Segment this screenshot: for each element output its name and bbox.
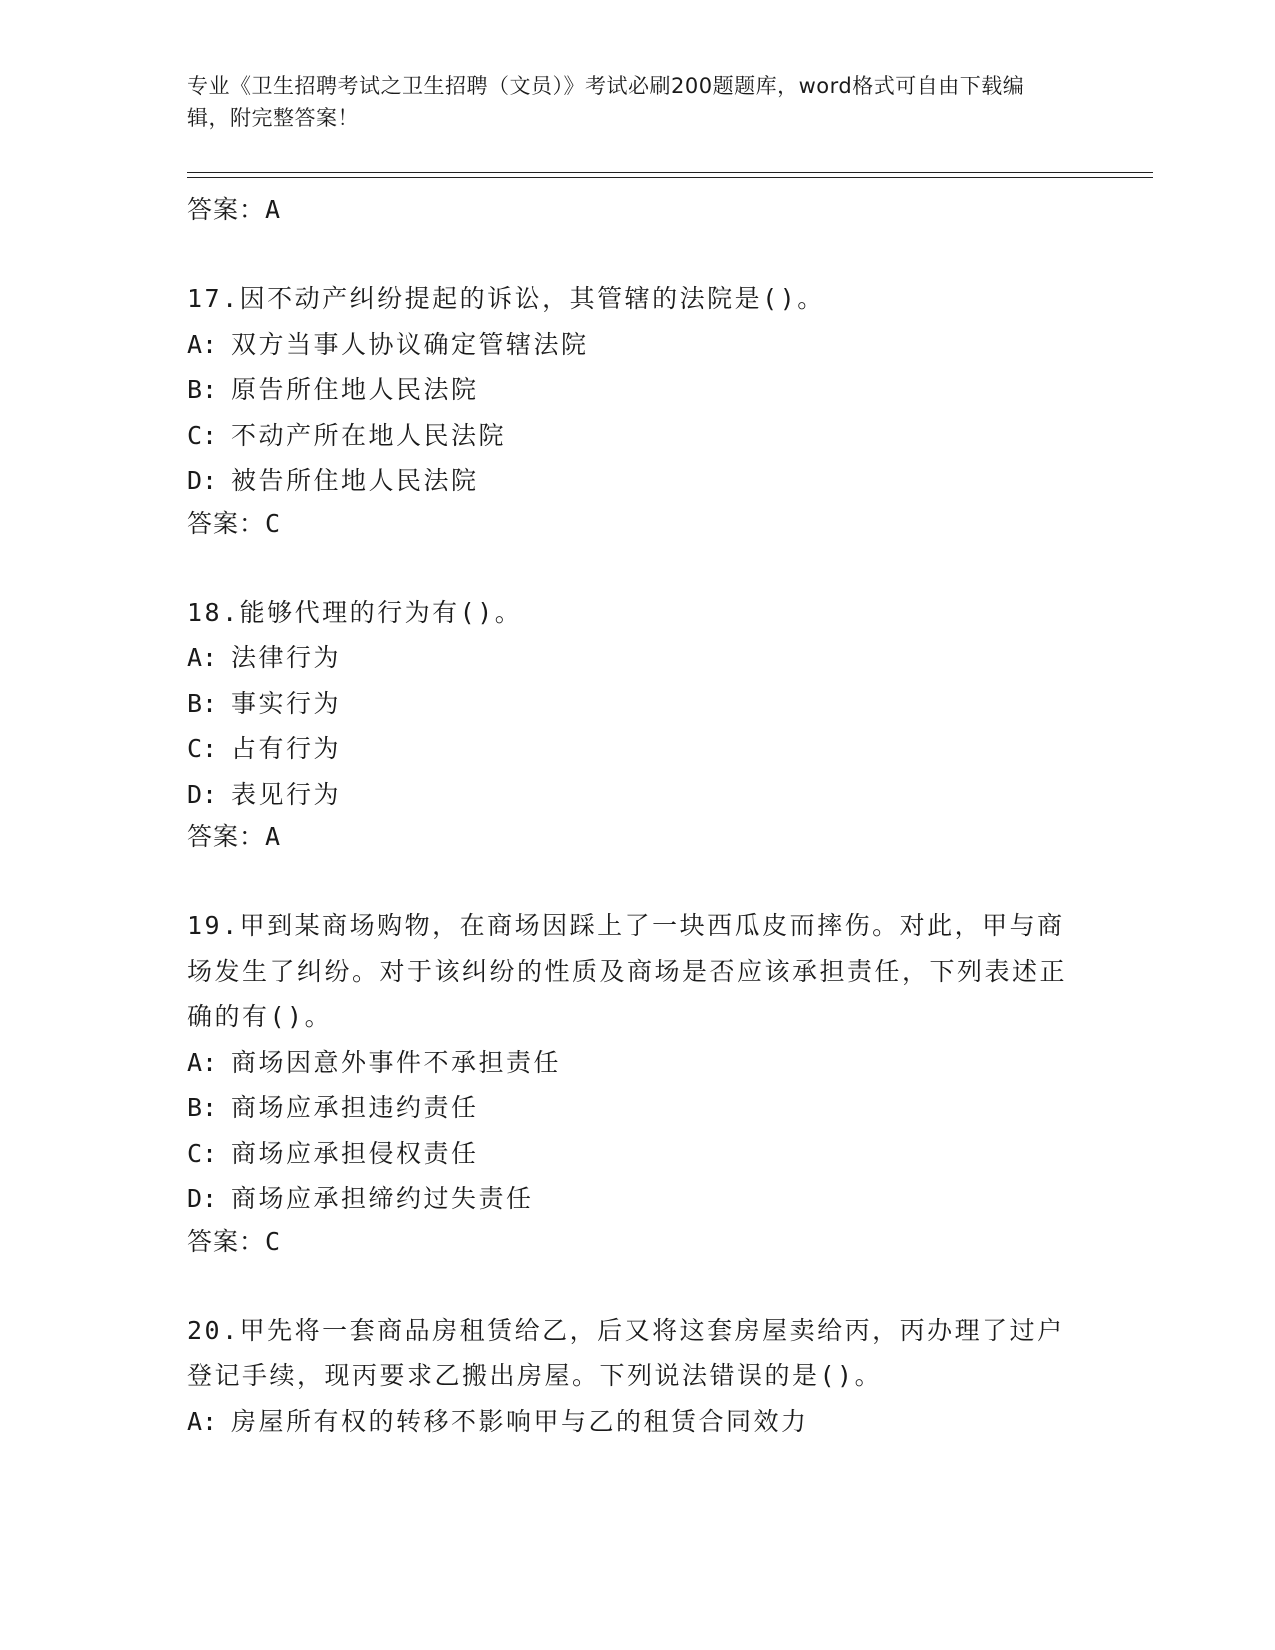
option-text: 被告所住地人民法院 [231, 466, 479, 495]
option-text: 事实行为 [231, 688, 342, 718]
option-text: 法律行为 [231, 643, 342, 672]
option-key: B: [187, 375, 218, 404]
option-text: 商场应承担违约责任 [231, 1093, 479, 1122]
question-stem: 18.能够代理的行为有()。 [187, 597, 523, 627]
option-item [187, 1176, 1087, 1222]
option-key: A: [187, 329, 218, 359]
option-item [187, 726, 1087, 772]
answer-label: 答案： [187, 822, 266, 851]
document-header: 专业《卫生招聘考试之卫生招聘（文员）》考试必刷200题题库，word格式可自由下载编辑，附完整答案！ [187, 74, 1025, 130]
previous-answer [187, 190, 1087, 230]
answer-line [187, 504, 1087, 544]
option-key: A: [187, 1406, 218, 1436]
option-key: D: [187, 1184, 218, 1213]
option-text: 不动产所在地人民法院 [231, 420, 507, 450]
option-item [187, 458, 1087, 504]
header-rule-top [187, 172, 1153, 173]
option-item [187, 1085, 1087, 1131]
questions-container [187, 276, 1087, 1444]
option-key: B: [187, 688, 218, 718]
option-item [187, 1399, 1087, 1445]
answer-label: 答案： [187, 195, 266, 224]
option-item [187, 367, 1087, 413]
option-item [187, 772, 1087, 818]
question-1 [187, 276, 1087, 544]
option-item [187, 1040, 1087, 1086]
answer-label: 答案： [187, 508, 266, 538]
question-stem: 20.甲先将一套商品房租赁给乙，后又将这套房屋卖给丙，丙办理了过户登记手续，现丙要求乙搬出房屋。下列说法错误的是()。 [187, 1315, 1065, 1390]
question-2 [187, 590, 1087, 858]
option-item [187, 635, 1087, 681]
answer-value: A [265, 822, 282, 851]
answer-line [187, 817, 1087, 857]
option-key: D: [187, 779, 218, 809]
option-text: 商场因意外事件不承担责任 [231, 1047, 562, 1077]
option-key: C: [187, 420, 218, 450]
option-text: 商场应承担侵权责任 [231, 1138, 479, 1168]
option-item [187, 322, 1087, 368]
answer-label: 答案： [187, 1226, 266, 1256]
question-4 [187, 1308, 1087, 1445]
option-item [187, 1131, 1087, 1177]
option-key: D: [187, 466, 218, 495]
question-stem: 17.因不动产纠纷提起的诉讼，其管辖的法院是()。 [187, 284, 825, 313]
answer-value: C [265, 508, 282, 538]
header-rule-bottom [187, 177, 1153, 178]
option-key: C: [187, 734, 218, 763]
question-3 [187, 903, 1087, 1262]
answer-value: C [265, 1226, 282, 1256]
option-key: A: [187, 1047, 218, 1077]
question-list [187, 190, 1087, 1444]
option-text: 房屋所有权的转移不影响甲与乙的租赁合同效力 [231, 1406, 809, 1436]
question-stem: 19.甲到某商场购物，在商场因踩上了一块西瓜皮而摔伤。对此，甲与商场发生了纠纷。对于该纠纷的性质及商场是否应该承担责任，下列表述正确的有()。 [187, 911, 1068, 1031]
option-key: C: [187, 1138, 218, 1168]
option-item [187, 681, 1087, 727]
option-key: B: [187, 1093, 218, 1122]
option-text: 表见行为 [231, 779, 342, 809]
option-text: 商场应承担缔约过失责任 [231, 1184, 534, 1213]
option-text: 占有行为 [231, 734, 342, 763]
option-item [187, 413, 1087, 459]
answer-line [187, 1222, 1087, 1262]
option-key: A: [187, 643, 218, 672]
option-text: 原告所住地人民法院 [231, 375, 479, 404]
option-text: 双方当事人协议确定管辖法院 [231, 329, 589, 359]
answer-value: A [265, 195, 282, 224]
